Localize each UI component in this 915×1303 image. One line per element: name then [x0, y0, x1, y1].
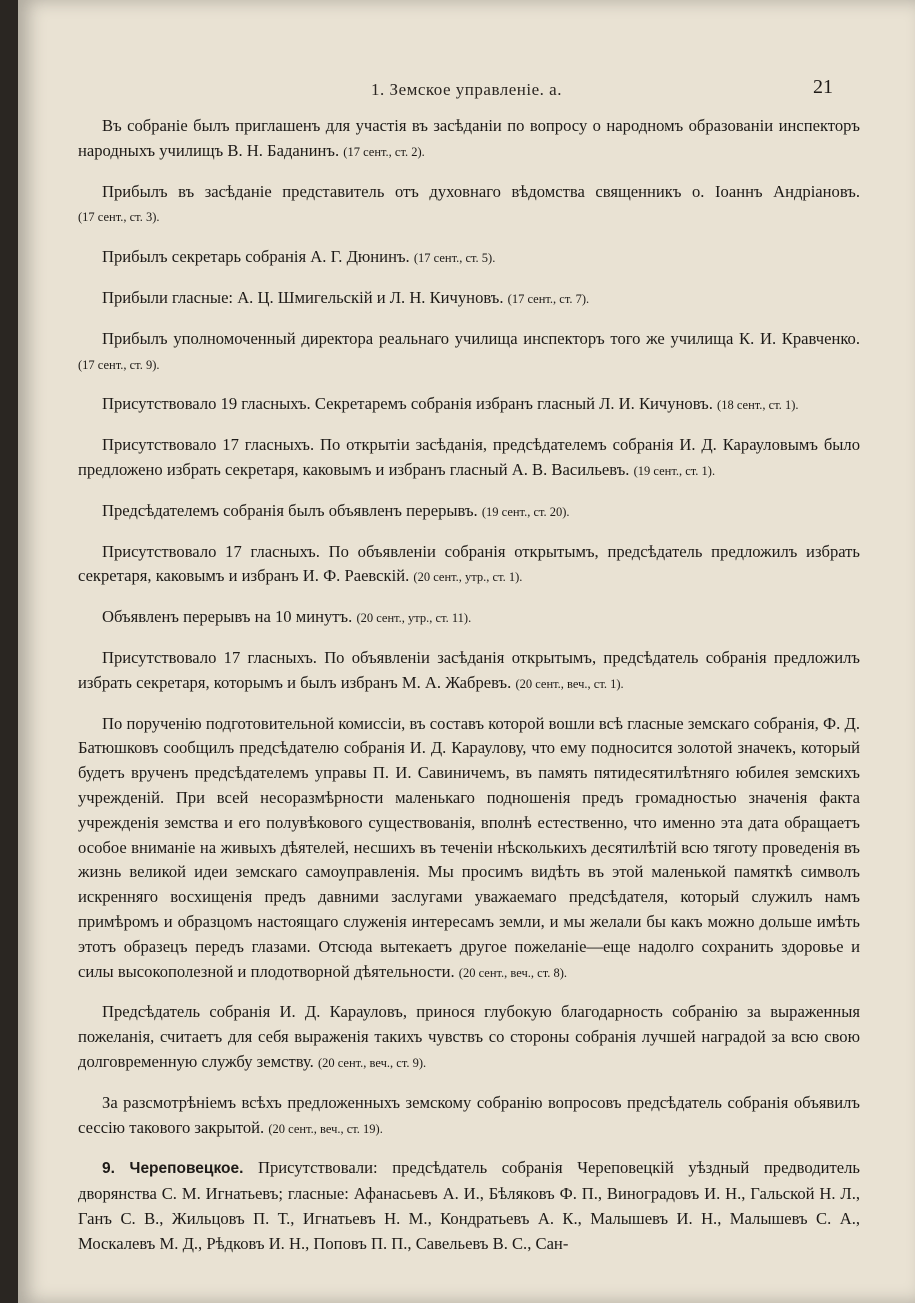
paragraph: [78, 605, 860, 631]
paragraph: [78, 499, 860, 525]
session-reference: (17 сент., ст. 2).: [343, 144, 425, 159]
paragraph-text: Объявленъ перерывъ на 10 минутъ.: [102, 607, 353, 627]
paragraph: [78, 1000, 860, 1075]
paragraph-text: Предсѣдателемъ собранія былъ объявленъ перерывъ.: [102, 500, 478, 520]
paragraph: [78, 114, 860, 165]
session-reference: (20 сент., веч., ст. 8).: [458, 965, 568, 980]
session-reference: (17 сент., ст. 9).: [78, 357, 160, 372]
paragraph: [78, 327, 860, 378]
document-body: [78, 114, 860, 1271]
paragraph: [78, 540, 860, 591]
paragraph-text: Прибыли гласные: А. Ц. Шмигельскій и Л. Н. Кичуновъ.: [102, 287, 504, 307]
paragraph: [78, 646, 860, 697]
session-reference: (18 сент., ст. 1).: [717, 398, 799, 413]
session-reference: (20 сент., веч., ст. 9).: [317, 1055, 427, 1070]
paragraph-text: Предсѣдатель собранія И. Д. Карауловъ, принося глубокую благодарность собранію за выраженныя пожеланія, считаетъ для себя выраженія такихъ чувствъ со стороны собранія лучшей наградой за всю свою долговременную службу земству.: [78, 1002, 860, 1071]
paragraph-text: По порученію подготовительной комиссіи, въ составъ которой вошли всѣ гласные земскаго собранія, Ф. Д. Батюшковъ сообщилъ предсѣдателю собранія И. Д. Караулову, что ему подносится золотой значекъ, который будетъ врученъ предсѣдателемъ управы П. И. Савиничемъ, въ память пятидесятилѣтняго юбилея земскихъ учрежденій. При всей несоразмѣрности маленькаго подношенія предъ громадностью значенія факта учрежденія земства и его полувѣкового существованія, вполнѣ естественно, что именно эта дата обращаетъ особое вниманіе на живыхъ дѣятелей, несшихъ въ теченіи нѣсколькихъ десятилѣтій всю тяготу проведенія въ жизнь великой идеи земскаго самоуправленія. Мы просимъ видѣть въ этой маленькой памяткѣ символъ искренняго восхищенія предъ давними заслугами уважаемаго предсѣдателя, который служилъ намъ примѣромъ и образцомъ настоящаго служенія интересамъ земли, и мы желали бы какъ можно дольше имѣть этотъ образецъ передъ глазами. Отсюда вытекаетъ другое пожеланіе—еще надолго сохранить здоровье и силы высокополезной и плодотворной дѣятельности.: [78, 713, 860, 981]
session-reference: (17 сент., ст. 7).: [507, 291, 590, 306]
paragraph: [78, 180, 860, 231]
paragraph: [78, 1091, 860, 1142]
paragraph: [78, 286, 860, 312]
session-reference: (20 сент., веч., ст. 19).: [268, 1121, 383, 1136]
session-reference: (20 сент., утр., ст. 1).: [413, 570, 523, 585]
paragraph: [78, 712, 860, 986]
paragraph-text: За разсмотрѣніемъ всѣхъ предложенныхъ земскому собранію вопросовъ предсѣдатель собранія объявилъ сессію такового закрытой.: [78, 1092, 860, 1137]
session-reference: (17 сент., ст. 3).: [78, 210, 160, 225]
paragraph-text: Присутствовало 17 гласныхъ. По объявленіи засѣданія открытымъ, предсѣдатель собранія предложилъ избрать секретаря, которымъ и былъ избранъ М. А. Жабревъ.: [78, 647, 860, 692]
page-number: 21: [813, 76, 833, 98]
paragraph-text: Прибылъ уполномоченный директора реальнаго училища инспекторъ того же училища К. И. Кравченко.: [102, 328, 860, 348]
session-reference: (17 сент., ст. 5).: [413, 251, 496, 266]
paragraph-text: Въ собраніе былъ приглашенъ для участія въ засѣданіи по вопросу о народномъ образованіи инспекторъ народныхъ училищъ В. Н. Баданинъ.: [78, 116, 860, 160]
section-paragraph: [78, 1156, 860, 1256]
paragraph: [78, 433, 860, 484]
paragraph-text: Присутствовало 19 гласныхъ. Секретаремъ собранія избранъ гласный Л. И. Кичуновъ.: [102, 394, 713, 414]
session-reference: (19 сент., ст. 1).: [633, 463, 716, 478]
paragraph: [78, 392, 860, 418]
session-reference: (20 сент., утр., ст. 11).: [356, 611, 472, 626]
paragraph-text: Присутствовало 17 гласныхъ. По открытіи засѣданія, предсѣдателемъ собранія И. Д. Карауловымъ было предложено избрать секретаря, каковымъ и избранъ гласный А. В. Васильевъ.: [78, 435, 860, 479]
page-header: [18, 76, 915, 104]
section-text: Присутствовали: предсѣдатель собранія Череповецкій уѣздный предводитель дворянства С. М. Игнатьевъ; гласные: Афанасьевъ А. И., Бѣляковъ Ф. П., Виноградовъ И. Н., Гальской Н. Л., Ганъ С. В., Жильцовъ П. Т., Игнатьевъ Н. М., Кондратьевъ А. К., Малышевъ И. Н., Малышевъ С. А., Москалевъ М. Д., Рѣдковъ И. Н., Поповъ П. П., Савельевъ В. С., Сан-: [78, 1158, 860, 1253]
session-reference: (19 сент., ст. 20).: [481, 504, 570, 519]
paragraph-text: Прибылъ въ засѣданіе представитель отъ духовнаго вѣдомства священникъ о. Іоаннъ Андріановъ.: [102, 181, 860, 201]
paragraph: [78, 245, 860, 271]
running-title: 1. Земское управленіе. а.: [371, 80, 562, 99]
document-page: [18, 0, 915, 1303]
paragraph-text: Присутствовало 17 гласныхъ. По объявленіи собранія открытымъ, предсѣдатель предложилъ избрать секретаря, каковымъ и избранъ И. Ф. Раевскій.: [78, 541, 860, 586]
session-reference: (20 сент., веч., ст. 1).: [515, 676, 624, 691]
section-number: 9.: [102, 1160, 115, 1178]
section-name: Череповецкое.: [129, 1160, 244, 1178]
paragraph-text: Прибылъ секретарь собранія А. Г. Дюнинъ.: [102, 247, 410, 267]
